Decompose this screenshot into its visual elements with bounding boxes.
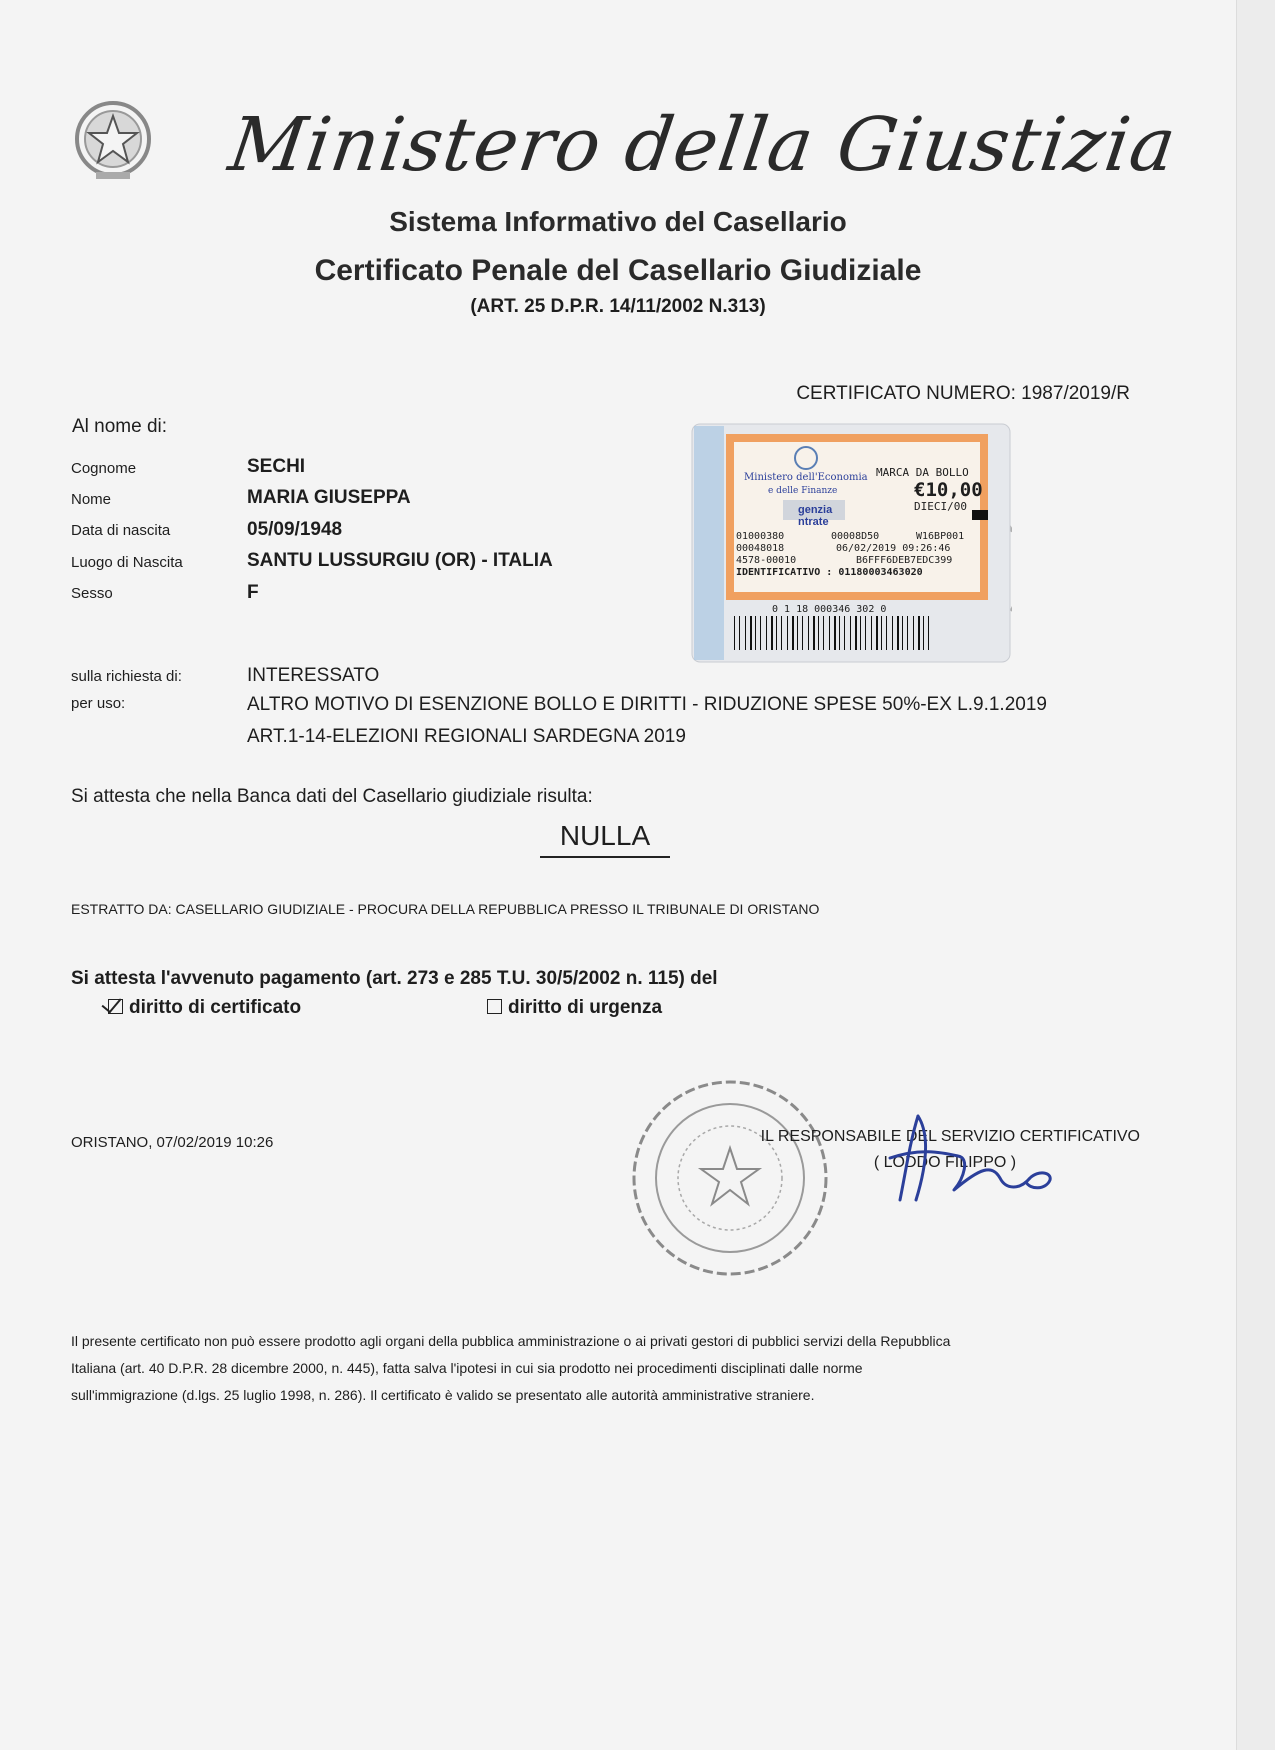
official-seal-icon xyxy=(620,1068,840,1288)
birth-date-value: 05/09/1948 xyxy=(247,519,343,540)
barcode-bar xyxy=(834,616,836,650)
surname-value: SECHI xyxy=(247,456,306,477)
barcode-bar xyxy=(771,616,773,650)
barcode-bar xyxy=(787,616,788,650)
name-value: MARIA GIUSEPPA xyxy=(247,487,411,508)
place-and-date: ORISTANO, 07/02/2019 10:26 xyxy=(71,1134,274,1151)
surname-label: Cognome xyxy=(71,460,137,477)
barcode-bar xyxy=(766,616,767,650)
stamp-code-3a: 4578-00010 xyxy=(736,555,797,566)
barcode-bar xyxy=(876,616,878,650)
person-heading: Al nome di: xyxy=(72,416,168,437)
sex-label: Sesso xyxy=(71,585,113,602)
birth-place-value: SANTU LUSSURGIU (OR) - ITALIA xyxy=(247,550,553,571)
signatory-role: IL RESPONSABILE DEL SERVIZIO CERTIFICATIVO xyxy=(760,1128,1140,1145)
stamp-barcode-number: 0 1 18 000346 302 0 xyxy=(772,604,887,615)
payment-statement: Si attesta l'avvenuto pagamento (art. 273 e 285 T.U. 30/5/2002 n. 115) del xyxy=(71,968,718,989)
empty-box-icon xyxy=(487,999,502,1014)
footer-line-3: sull'immigrazione (d.lgs. 25 luglio 1998, n. 286). Il certificato è valido se presentato alle autorità amministrative straniere. xyxy=(71,1387,815,1403)
page-edge xyxy=(1236,0,1275,1750)
sex-value: F xyxy=(247,582,259,603)
barcode-bar xyxy=(823,616,824,650)
attestation-text: Si attesta che nella Banca dati del Casellario giudiziale risulta: xyxy=(71,786,593,807)
use-line-1: ALTRO MOTIVO DI ESENZIONE BOLLO E DIRITTI - RIDUZIONE SPESE 50%-EX L.9.1.2019 xyxy=(247,694,1047,715)
footer-line-2: Italiana (art. 40 D.P.R. 28 dicembre 2000, n. 445), fatta salva l'ipotesi in cui sia prodotto nei procedimenti disciplinati dalle norme xyxy=(71,1360,863,1376)
footer-disclaimer xyxy=(71,1328,1131,1409)
certificate-title: Certificato Penale del Casellario Giudiziale xyxy=(314,254,922,287)
stamp-amount: €10,00 xyxy=(914,479,983,501)
barcode-bar xyxy=(808,616,809,650)
footer-line-1: Il presente certificato non può essere prodotto agli organi della pubblica amministrazione o ai privati gestori di pubblici servizi della Repubblica xyxy=(71,1333,951,1349)
request-label: sulla richiesta di: xyxy=(71,668,182,685)
stamp-code-3b: B6FFF6DEB7EDC399 xyxy=(856,555,953,566)
stamp-barcode xyxy=(734,616,934,650)
stamp-code-1c: W16BP001 xyxy=(916,531,965,542)
system-title: Sistema Informativo del Casellario xyxy=(389,206,847,237)
barcode-bar xyxy=(923,616,924,650)
barcode-bar xyxy=(760,616,761,650)
stamp-agency-2: ntrate xyxy=(798,516,829,528)
stamp-amount-words: DIECI/00 xyxy=(914,500,967,513)
barcode-bar xyxy=(902,616,903,650)
revenue-stamp xyxy=(690,422,1012,665)
certificate-number: CERTIFICATO NUMERO: 1987/2019/R xyxy=(796,383,1130,404)
barcode-bar xyxy=(839,616,840,650)
barcode-bar xyxy=(739,616,740,650)
barcode-bar xyxy=(781,616,782,650)
birth-place-label: Luogo di Nascita xyxy=(71,554,183,571)
barcode-bar xyxy=(892,616,893,650)
barcode-bar xyxy=(734,616,735,650)
stamp-code-1a: 01000380 xyxy=(736,531,785,542)
barcode-bar xyxy=(881,616,882,650)
barcode-bar xyxy=(829,616,830,650)
signatory-name: ( LODDO FILIPPO ) xyxy=(873,1154,1017,1171)
barcode-bar xyxy=(855,616,857,650)
stamp-issuer-2: e delle Finanze xyxy=(768,486,838,496)
barcode-bar xyxy=(818,616,819,650)
barcode-bar xyxy=(797,616,798,650)
republic-emblem-icon xyxy=(68,96,158,186)
barcode-bar xyxy=(745,616,746,650)
use-line-2: ART.1-14-ELEZIONI REGIONALI SARDEGNA 2019 xyxy=(247,726,686,747)
birth-date-label: Data di nascita xyxy=(71,522,171,539)
barcode-bar xyxy=(907,616,908,650)
law-reference: (ART. 25 D.P.R. 14/11/2002 N.313) xyxy=(470,296,766,317)
stamp-code-2b: 06/02/2019 09:26:46 xyxy=(836,543,951,554)
barcode-bar xyxy=(865,616,866,650)
barcode-bar xyxy=(928,616,929,650)
option-urgency-fee xyxy=(487,997,662,1019)
barcode-bar xyxy=(813,616,815,650)
barcode-bar xyxy=(755,616,756,650)
request-value: INTERESSATO xyxy=(247,665,380,686)
stamp-kind: MARCA DA BOLLO xyxy=(876,466,969,479)
stamp-agency-1: genzia xyxy=(798,504,833,516)
barcode-bar xyxy=(844,616,845,650)
extract-source: ESTRATTO DA: CASELLARIO GIUDIZIALE - PROCURA DELLA REPUBBLICA PRESSO IL TRIBUNALE DI ORISTANO xyxy=(71,901,820,917)
option-certificate-label: diritto di certificato xyxy=(129,997,302,1018)
use-label: per uso: xyxy=(71,695,126,712)
barcode-bar xyxy=(860,616,861,650)
stamp-code-2a: 00048018 xyxy=(736,543,785,554)
handwritten-signature xyxy=(880,1108,1070,1208)
barcode-bar xyxy=(750,616,752,650)
name-label: Nome xyxy=(71,491,112,508)
barcode-bar xyxy=(850,616,851,650)
barcode-bar xyxy=(776,616,777,650)
ministry-heading: Ministero della Giustizia xyxy=(223,102,1182,188)
option-certificate-fee xyxy=(108,997,301,1019)
barcode-bar xyxy=(886,616,887,650)
barcode-bar xyxy=(913,616,914,650)
barcode-bar xyxy=(918,616,920,650)
stamp-code-1b: 00008D50 xyxy=(831,531,880,542)
barcode-bar xyxy=(802,616,803,650)
barcode-bar xyxy=(871,616,872,650)
barcode-bar xyxy=(897,616,899,650)
result-value: NULLA xyxy=(540,820,670,858)
stamp-issuer-1: Ministero dell'Economia xyxy=(744,472,868,483)
option-urgency-label: diritto di urgenza xyxy=(508,997,663,1018)
checked-box-icon xyxy=(108,999,123,1014)
stamp-identifier: IDENTIFICATIVO : 01180003463020 xyxy=(736,567,923,578)
barcode-bar xyxy=(792,616,794,650)
